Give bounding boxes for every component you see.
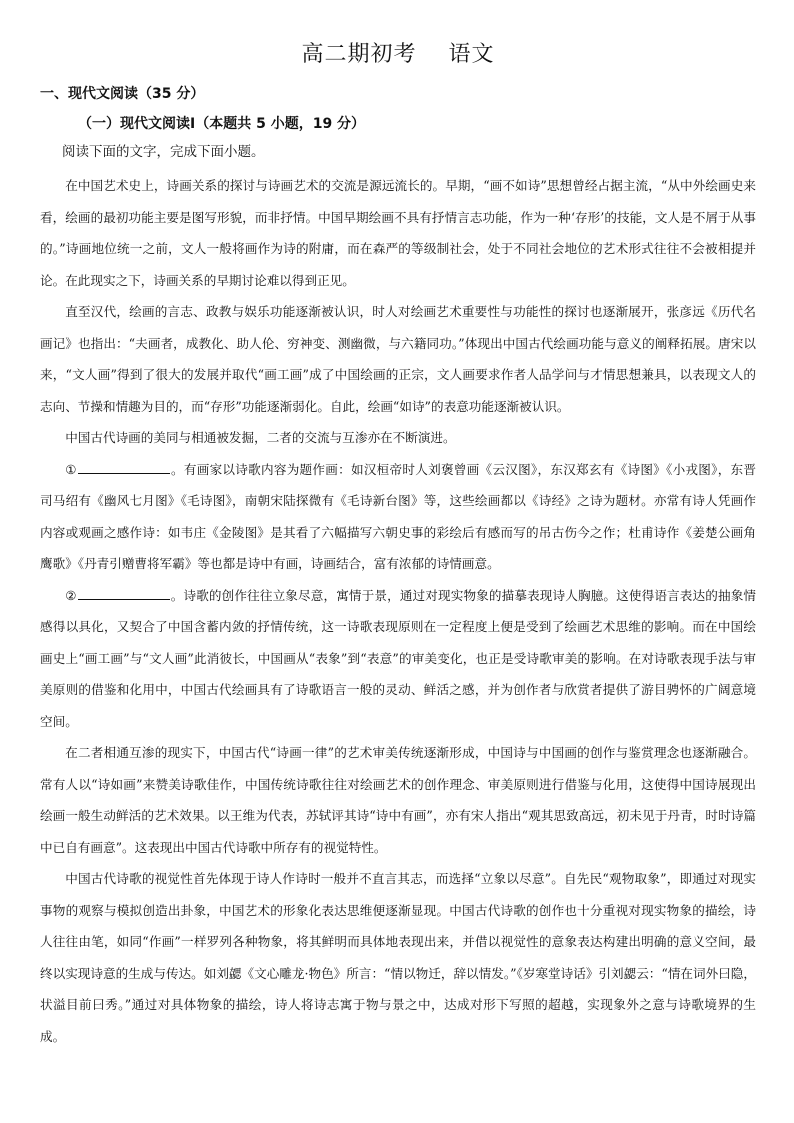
paragraph-5-text: 。诗歌的创作往往立象尽意，寓情于景，通过对现实物象的描摹表现诗人胸臆。这使得语言表达的抽象情感得以具化，又契合了中国含蓄内敛的抒情传统，这一诗歌表现原则在一定程度上便是受到了绘画艺术思维的影响。而在中国绘画史上“画工画”与“文人画”此消彼长，中国画从“表象”到“表意”的审美变化，也正是受诗歌审美的影响。在对诗歌表现手法与审美原则的借鉴和化用中，中国古代绘画具有了诗歌语言一般的灵动、鲜活之感，并为创作者与欣赏者提供了游目骋怀的广阔意境空间。 (40, 587, 757, 729)
paragraph-7: 中国古代诗歌的视觉性首先体现于诗人作诗时一般并不直言其志，而选择“立象以尽意”。自先民“观物取象”，即通过对现实事物的观察与模拟创造出卦象，中国艺术的形象化表达思维便逐渐显现。中国古代诗歌的创作也十分重视对现实物象的描绘，诗人往往由笔，如同“作画”一样罗列各种物象，将其鲜明而具体地表现出来，并借以视觉性的意象表达构建出明确的意义空间，最终以实现诗意的生成与传达。如刘勰《文心雕龙·物色》所言：“情以物迁，辞以情发。”《岁寒堂诗话》引刘勰云：“情在词外曰隐，状溢目前曰秀。”通过对具体物象的描绘，诗人将诗志寓于物与景之中，达成对形下写照的超越，实现象外之意与诗歌境界的生成。 (40, 871, 756, 1044)
paragraph-4 (40, 454, 756, 580)
blank-marker-2: ② (65, 587, 77, 603)
paragraph-4-text: 。有画家以诗歌内容为题作画：如汉桓帝时人刘褒曾画《云汉图》，东汉郑玄有《诗图》《小戎图》，东晋司马绍有《幽风七月图》《毛诗图》，南朝宋陆探微有《毛诗新台图》等，这些绘画都以《诗经》之诗为题材。亦常有诗人凭画作内容或观画之感作诗：如韦庄《金陵图》是其看了六幅描写六朝史事的彩绘后有感而写的吊古伤今之作；杜甫诗作《姜楚公画角鹰歌》《丹青引赠曹将军霸》等也都是诗中有画，诗画结合，富有浓郁的诗情画意。 (40, 461, 756, 571)
subsection-heading: （一）现代文阅读Ⅰ（本题共 5 小题，19 分） (78, 116, 366, 132)
fill-in-blank-2 (78, 587, 170, 600)
paragraph-6: 在二者相通互渗的现实下，中国古代“诗画一律”的艺术审美传统逐渐形成，中国诗与中国画的创作与鉴赏理念也逐渐融合。常有人以“诗如画”来赞美诗歌佳作，中国传统诗歌往往对绘画艺术的创作理念、审美原则进行借鉴与化用，这使得中国诗展现出绘画一般生动鲜活的艺术效果。以王维为代表，苏轼评其诗“诗中有画”，亦有宋人指出“观其思致高远，初未见于丹青，时时诗篇中已自有画意”。这表现出中国古代诗歌中所存有的视觉特性。 (40, 745, 756, 855)
paragraph-3: 中国古代诗画的美同与相通被发掘，二者的交流与互渗亦在不断演进。 (65, 430, 456, 445)
blank-marker-1: ① (65, 461, 77, 477)
reading-instruction: 阅读下面的文字，完成下面小题。 (62, 144, 265, 160)
page-title: 高二期初考 语文 (301, 42, 495, 67)
document-page (40, 40, 756, 1052)
fill-in-blank-1 (78, 461, 170, 474)
paragraph-1: 在中国艺术史上，诗画关系的探讨与诗画艺术的交流是源远流长的。早期，“画不如诗”思想曾经占据主流，“从中外绘画史来看，绘画的最初功能主要是图写形貌，而非抒情。中国早期绘画不具有抒情言志功能，作为一种‘存形’的技能，文人是不屑于从事的。”诗画地位统一之前，文人一般将画作为诗的附庸，而在森严的等级制社会，处于不同社会地位的艺术形式往往不会被相提并论。在此现实之下，诗画关系的早期讨论难以得到正见。 (40, 178, 756, 288)
paragraph-5 (40, 580, 756, 738)
paragraph-2: 直至汉代，绘画的言志、政教与娱乐功能逐渐被认识，时人对绘画艺术重要性与功能性的探讨也逐渐展开，张彦远《历代名画记》也指出：“夫画者，成教化、助人伦、穷神变、测幽微，与六籍同功。”体现出中国古代绘画功能与意义的阐释拓展。唐宋以来，“文人画”得到了很大的发展并取代“画工画”成了中国绘画的正宗，文人画要求作者人品学问与才情思想兼具，以表现文人的志向、节操和情趣为目的，而“存形”功能逐渐弱化。自此，绘画“如诗”的表意功能逐渐被认识。 (40, 304, 756, 414)
section-heading: 一、现代文阅读（35 分） (40, 86, 205, 102)
